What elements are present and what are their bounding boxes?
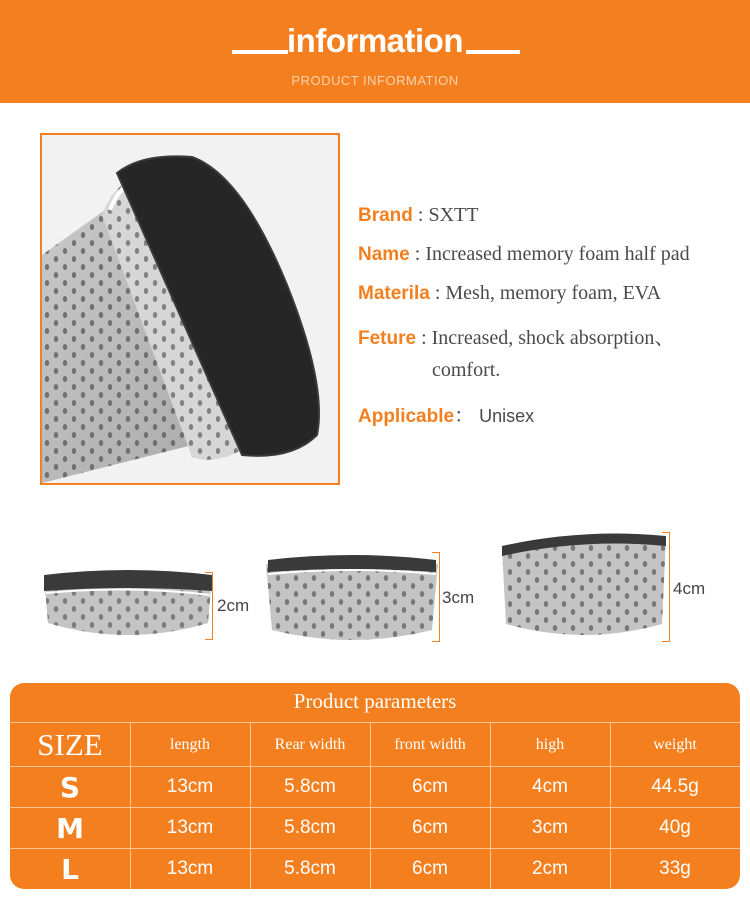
spec-applicable [358,399,534,428]
row-s-size: S [59,770,81,804]
banner-subtitle: PRODUCT INFORMATION [291,73,459,88]
spec-name [358,243,690,266]
table-title: Product parameters [293,689,457,713]
title-divider-right [466,50,520,54]
header-weight: weight [653,735,697,753]
row-s-length: 13cm [166,776,214,797]
row-l-weight: 33g [659,858,691,879]
banner-title: information [287,22,463,59]
spec-name-value: Increased memory foam half pad [425,243,690,265]
bracket-3cm [434,552,440,642]
spec-feature-value: Increased, shock absorption、 [431,327,675,349]
product-photo [40,133,340,485]
insole-illustration [42,135,338,483]
row-s-weight: 44.5g [651,776,699,797]
spec-material [358,282,661,305]
pad-4cm-label: 4cm [673,579,706,598]
header-size: SIZE [37,726,103,762]
row-m-weight: 40g [659,817,691,838]
spec-brand-value: SXTT [428,204,479,226]
header-rear-width: Rear width [274,735,346,753]
bracket-2cm [207,572,213,640]
spec-feature [358,321,674,350]
row-l-high: 2cm [532,858,568,879]
spec-applicable-value: Unisex [479,406,535,426]
pad-4cm-image [496,528,672,646]
bracket-4cm [664,532,670,642]
row-m-high: 3cm [532,817,568,838]
row-l-rear-width: 5.8cm [284,858,336,879]
pad-3cm-image [264,550,440,650]
spec-feature-key: Feture [358,328,417,349]
pad-4cm [496,528,672,651]
row-s-high: 4cm [532,776,568,797]
spec-name-sep: : [409,243,426,265]
row-m-front-width: 6cm [412,817,448,838]
header-high: high [535,735,565,753]
spec-feature-value-line2: comfort. [432,359,501,381]
spec-applicable-key: Applicable [358,406,455,427]
row-s-rear-width: 5.8cm [284,776,336,797]
row-m-rear-width: 5.8cm [284,817,336,838]
spec-material-key: Materila [358,283,430,304]
row-l-size: L [61,852,79,886]
spec-feature-line2 [432,359,500,382]
spec-brand [358,204,478,227]
pad-2cm-label: 2cm [217,596,250,615]
pad-3cm-label: 3cm [442,588,475,607]
spec-material-sep: : [429,282,446,304]
spec-brand-sep: : [412,204,429,226]
spec-feature-sep: : [416,327,432,349]
spec-applicable-sep: ： [454,405,480,427]
row-l-front-width: 6cm [412,858,448,879]
row-m-size: M [56,811,84,845]
spec-name-key: Name [358,244,410,265]
pad-3cm [264,550,440,655]
row-m-length: 13cm [166,817,214,838]
pad-2cm-image [42,565,214,647]
spec-brand-key: Brand [358,205,413,226]
header-front-width: front width [394,735,466,753]
spec-material-value: Mesh, memory foam, EVA [445,282,662,304]
header-banner [0,0,750,103]
pad-2cm [42,565,214,652]
parameters-table [10,683,740,889]
row-l-length: 13cm [166,858,214,879]
row-s-front-width: 6cm [412,776,448,797]
header-length: length [170,735,210,753]
